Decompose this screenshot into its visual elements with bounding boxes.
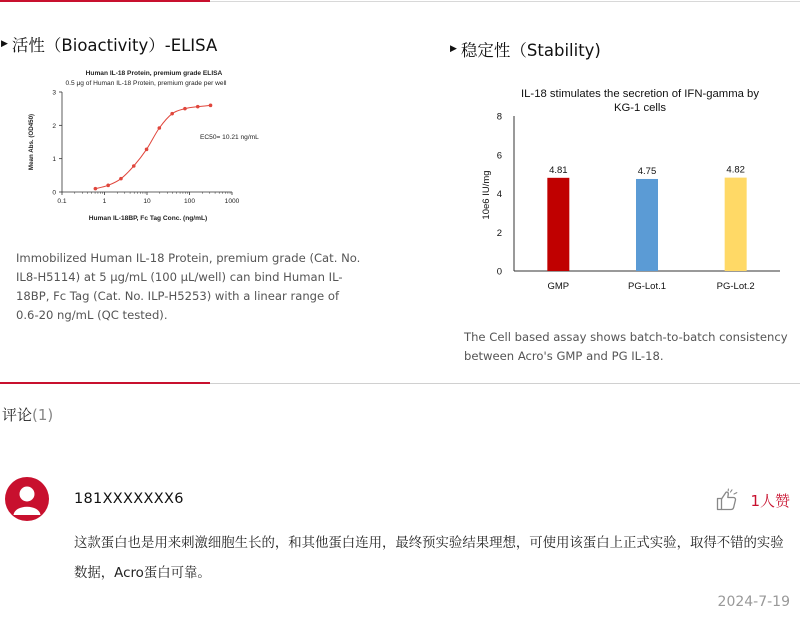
elisa-ec50-annotation: EC50= 10.21 ng/mL xyxy=(200,134,259,141)
elisa-data-point xyxy=(196,105,200,109)
elisa-chart-subtitle: 0.5 μg of Human IL-18 Protein, premium grade per well xyxy=(65,80,227,87)
stability-chart xyxy=(460,78,790,298)
elisa-x-tick-label: 10 xyxy=(143,198,151,205)
elisa-y-tick-label: 2 xyxy=(52,122,56,130)
elisa-data-point xyxy=(170,112,174,116)
elisa-data-point xyxy=(119,177,123,181)
comment-text: 这款蛋白也是用来刺激细胞生长的，和其他蛋白连用，最终预实验结果理想，可使用该蛋白上正式实验，取得不错的实验数据，Acro蛋白可靠。 xyxy=(74,536,784,581)
triangle-right-icon: ▶ xyxy=(1,39,8,49)
elisa-data-point xyxy=(158,126,162,130)
elisa-data-point xyxy=(183,107,187,111)
stability-bar xyxy=(636,179,658,271)
comments-heading xyxy=(2,404,53,425)
elisa-data-point xyxy=(132,164,136,168)
comments-label: 评论 xyxy=(2,406,33,424)
elisa-data-point xyxy=(209,104,213,108)
thumbs-up-icon xyxy=(716,489,740,511)
elisa-x-label: Human IL-18BP, Fc Tag Conc. (ng/mL) xyxy=(88,215,208,222)
stability-y-tick-label: 2 xyxy=(496,227,502,239)
stability-chart-title-line1: IL-18 stimulates the secretion of IFN-gamma by xyxy=(521,88,759,100)
stability-bar xyxy=(725,178,747,271)
elisa-x-tick-label: 0.1 xyxy=(57,198,67,205)
stability-category-label: PG-Lot.2 xyxy=(716,281,755,292)
comment-username: 181XXXXXXX6 xyxy=(74,491,184,507)
top-divider-accent xyxy=(0,0,210,2)
elisa-y-tick-label: 3 xyxy=(52,89,56,97)
elisa-chart xyxy=(0,62,300,230)
stability-category-label: GMP xyxy=(547,281,570,292)
stability-bar xyxy=(547,178,569,271)
elisa-y-tick-label: 1 xyxy=(52,156,56,164)
stability-title: 稳定性（Stability) xyxy=(460,41,601,60)
bioactivity-description: Immobilized Human IL-18 Protein, premium grade (Cat. No. IL8-H5114) at 5 μg/mL (100 μL/well) can bind Human IL-18BP, Fc Tag (Cat. No. ILP-H5253) with a linear range of 0.6-20 ng/mL (QC tested). xyxy=(16,251,361,322)
elisa-y-label: Mean Abs. (OD450) xyxy=(28,113,35,171)
stability-y-tick-label: 6 xyxy=(496,150,502,162)
stability-bar-value-label: 4.81 xyxy=(549,164,568,176)
elisa-chart-title: Human IL-18 Protein, premium grade ELISA xyxy=(85,70,223,77)
triangle-right-icon: ▶ xyxy=(450,44,457,54)
stability-category-label: PG-Lot.1 xyxy=(627,281,667,292)
elisa-data-point xyxy=(94,187,98,191)
elisa-fit-curve xyxy=(95,105,210,188)
elisa-x-tick-label: 1 xyxy=(102,198,107,205)
stability-y-tick-label: 4 xyxy=(496,189,502,200)
stability-y-tick-label: 0 xyxy=(496,266,502,278)
like-button[interactable] xyxy=(716,489,790,511)
comments-count: (1) xyxy=(32,406,54,424)
elisa-x-tick-label: 100 xyxy=(183,198,196,205)
stability-bar-value-label: 4.82 xyxy=(726,164,745,176)
bioactivity-title: 活性（Bioactivity）-ELISA xyxy=(11,36,218,55)
bioactivity-heading xyxy=(1,32,217,56)
stability-bar-value-label: 4.75 xyxy=(637,165,657,177)
stability-description: The Cell based assay shows batch-to-batch consistency between Acro's GMP and PG IL-18. xyxy=(464,330,788,363)
stability-y-label: 10e6 IU/mg xyxy=(481,170,492,220)
like-count: 1人赞 xyxy=(750,491,790,510)
elisa-data-point xyxy=(145,148,149,152)
comments-divider-accent xyxy=(0,382,210,384)
stability-y-tick-label: 8 xyxy=(496,111,502,123)
stability-chart-title-line2: KG-1 cells xyxy=(613,102,667,114)
elisa-y-tick-label: 0 xyxy=(52,189,56,197)
user-avatar-icon xyxy=(5,477,49,521)
elisa-data-point xyxy=(106,184,110,188)
stability-heading xyxy=(450,37,601,61)
elisa-x-tick-label: 1000 xyxy=(224,198,240,205)
comment-date: 2024-7-19 xyxy=(717,594,790,610)
